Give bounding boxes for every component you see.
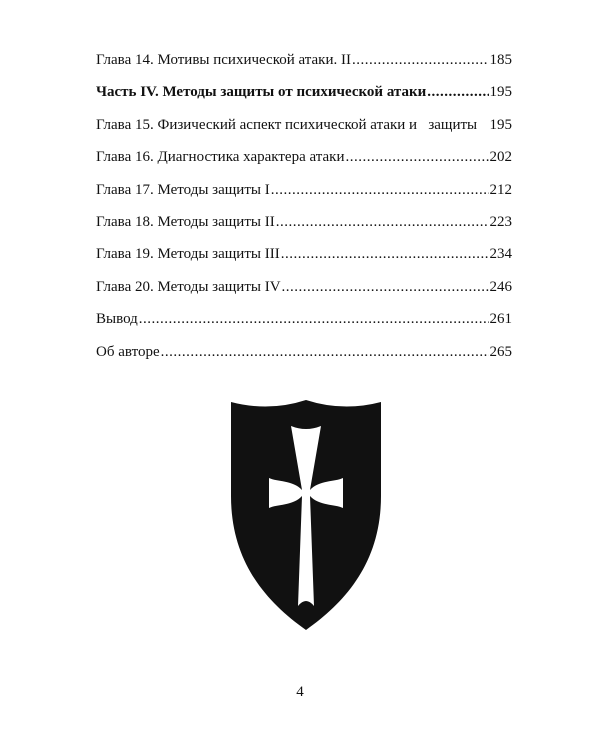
toc-entry-page: 212	[489, 181, 512, 198]
toc-leader-dots	[427, 76, 488, 108]
shield-cross-icon	[229, 396, 383, 632]
toc-entry-title: Вывод	[96, 311, 138, 328]
toc-entry-title: Глава 19. Методы защиты III	[96, 246, 280, 263]
table-of-contents	[96, 44, 512, 368]
toc-leader-dots	[352, 44, 489, 76]
toc-part-heading	[96, 76, 512, 108]
toc-entry-title: Глава 17. Методы защиты I	[96, 181, 270, 198]
toc-entry-page: 246	[489, 278, 512, 295]
toc-entry-page: 202	[489, 149, 512, 166]
toc-leader-dots	[271, 174, 489, 206]
toc-entry-page: 195	[489, 116, 512, 133]
toc-entry-page: 261	[489, 311, 512, 328]
toc-entry	[96, 238, 512, 270]
toc-leader-dots	[281, 238, 489, 270]
toc-entry	[96, 141, 512, 173]
toc-leader-dots	[276, 206, 489, 238]
page-number: 4	[296, 684, 304, 700]
toc-entry	[96, 303, 512, 335]
toc-leader-dots	[139, 303, 489, 335]
toc-entry-title: Глава 20. Методы защиты IV	[96, 278, 281, 295]
toc-entry-page: 223	[489, 213, 512, 230]
toc-entry	[96, 271, 512, 303]
toc-entry-page: 185	[489, 52, 512, 68]
toc-entry	[96, 109, 512, 141]
toc-entry-page: 195	[489, 84, 512, 101]
toc-leader-dots	[282, 271, 489, 303]
toc-entry-title: Глава 14. Мотивы психической атаки. II	[96, 52, 351, 68]
toc-entry-title: Глава 18. Методы защиты II	[96, 213, 275, 230]
toc-entry	[96, 174, 512, 206]
toc-entry	[96, 44, 512, 76]
toc-entry	[96, 206, 512, 238]
toc-entry	[96, 336, 512, 368]
toc-entry-title: Глава 15. Физический аспект психической атаки и защиты	[96, 116, 478, 133]
toc-entry-title: Об авторе	[96, 343, 160, 360]
toc-entry-page: 234	[489, 246, 512, 263]
toc-entry-title: Глава 16. Диагностика характера атаки	[96, 149, 345, 166]
toc-leader-dots	[345, 141, 488, 173]
toc-entry-title: Часть IV. Методы защиты от психической атаки	[96, 84, 427, 101]
toc-entry-page: 265	[489, 343, 512, 360]
toc-leader-dots	[161, 336, 489, 368]
